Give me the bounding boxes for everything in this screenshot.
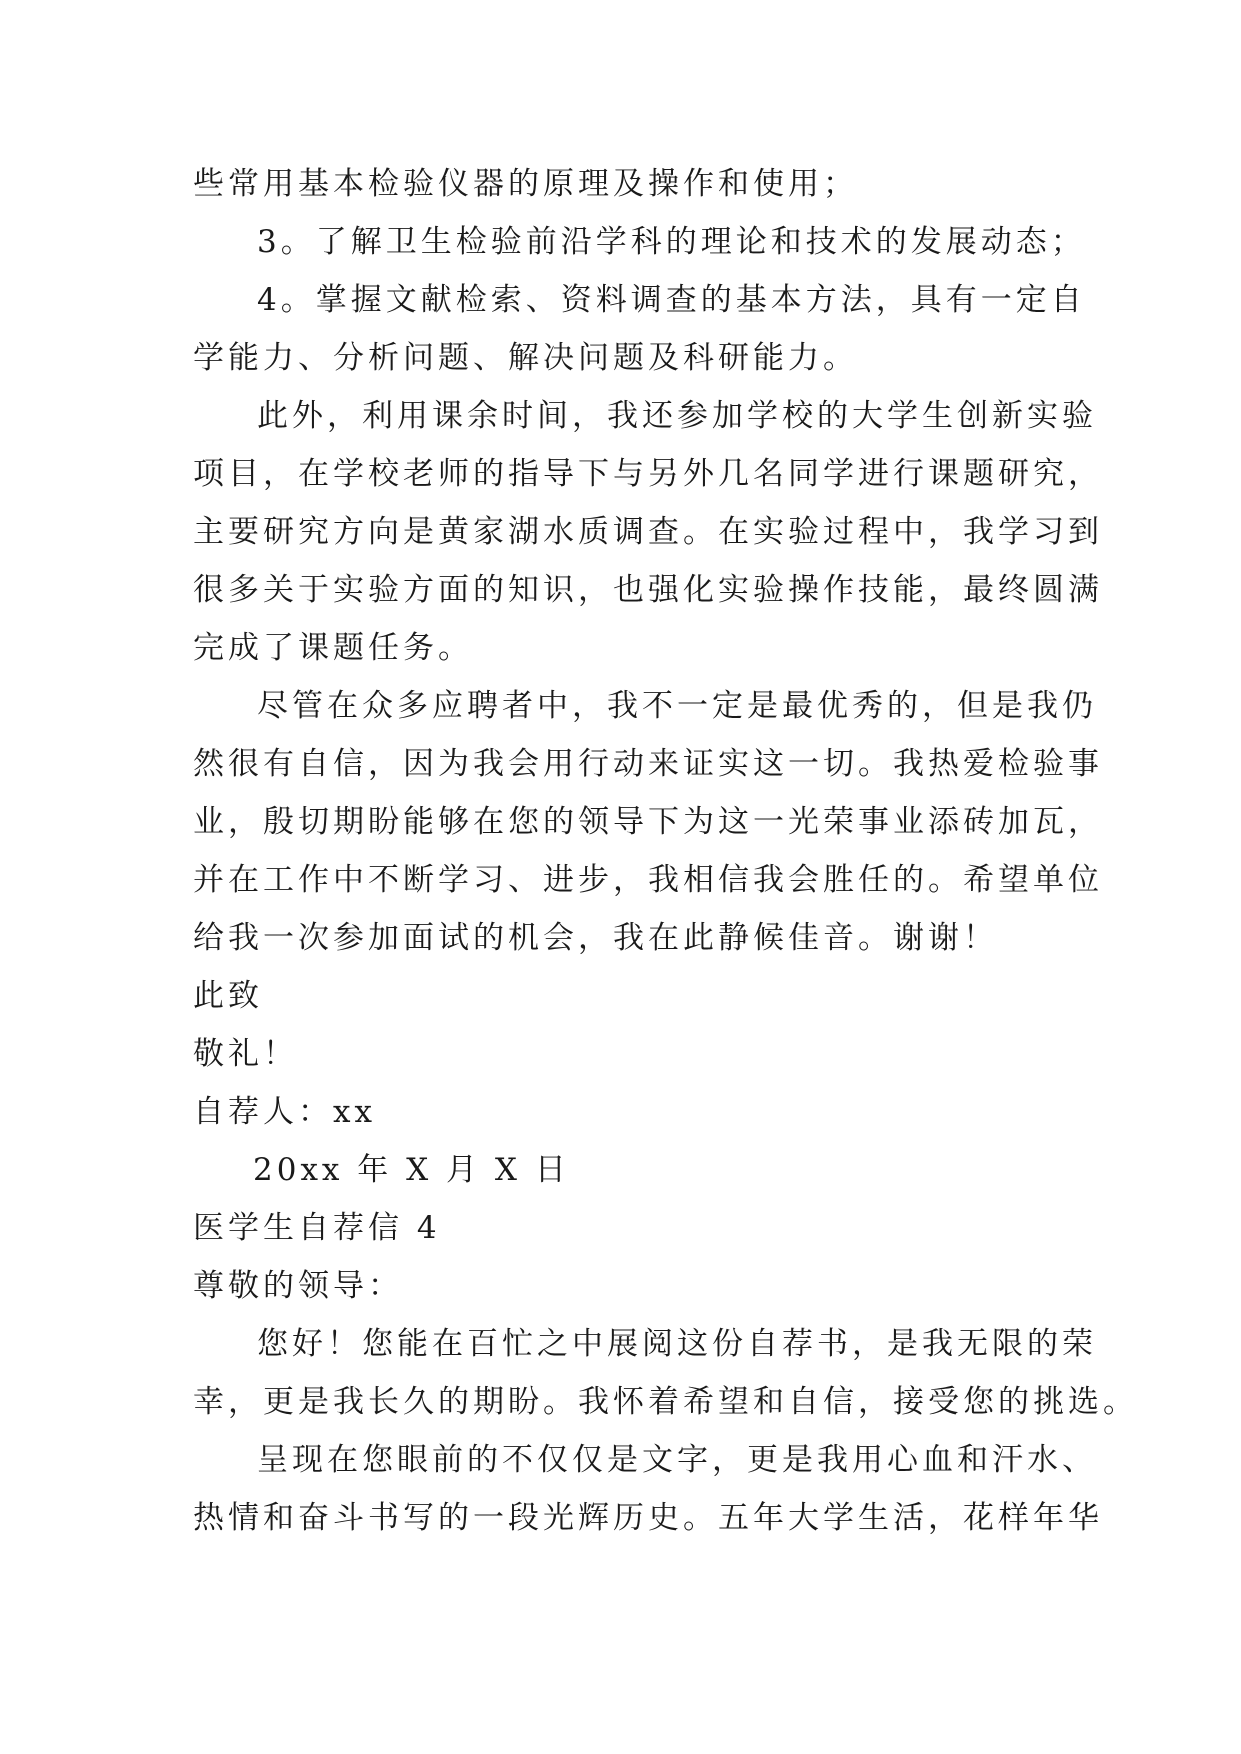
text-line: 幸，更是我长久的期盼。我怀着希望和自信，接受您的挑选。: [193, 1384, 1138, 1420]
text-line: 很多关于实验方面的知识，也强化实验操作技能，最终圆满: [193, 572, 1103, 608]
text-line: 学能力、分析问题、解决问题及科研能力。: [193, 340, 858, 376]
list-item-3: 3。了解卫生检验前沿学科的理论和技术的发展动态；: [257, 224, 1086, 260]
list-item-4: 4。掌握文献检索、资料调查的基本方法，具有一定自: [257, 282, 1086, 318]
text-line: 给我一次参加面试的机会，我在此静候佳音。谢谢！: [193, 920, 998, 956]
paragraph-start: 此外，利用课余时间，我还参加学校的大学生创新实验: [257, 398, 1097, 434]
text-line: 主要研究方向是黄家湖水质调查。在实验过程中，我学习到: [193, 514, 1103, 550]
closing-regards: 敬礼！: [193, 1036, 298, 1072]
letter-body: [193, 155, 1138, 1547]
paragraph-start: 呈现在您眼前的不仅仅是文字，更是我用心血和汗水、: [257, 1442, 1097, 1478]
paragraph-start: 尽管在众多应聘者中，我不一定是最优秀的，但是我仍: [257, 688, 1097, 724]
section-title: 医学生自荐信 4: [193, 1210, 441, 1246]
text-line: 项目，在学校老师的指导下与另外几名同学进行课题研究，: [193, 456, 1103, 492]
text-line: 并在工作中不断学习、进步，我相信我会胜任的。希望单位: [193, 862, 1103, 898]
date-line: 20xx 年 X 月 X 日: [253, 1152, 570, 1188]
text-line: 热情和奋斗书写的一段光辉历史。五年大学生活，花样年华: [193, 1500, 1103, 1536]
paragraph-start: 您好！您能在百忙之中展阅这份自荐书，是我无限的荣: [257, 1326, 1097, 1362]
text-line: 些常用基本检验仪器的原理及操作和使用；: [193, 166, 858, 202]
text-line: 完成了课题任务。: [193, 630, 473, 666]
greeting: 尊敬的领导：: [193, 1268, 403, 1304]
text-line: 然很有自信，因为我会用行动来证实这一切。我热爱检验事: [193, 746, 1103, 782]
text-line: 业，殷切期盼能够在您的领导下为这一光荣事业添砖加瓦，: [193, 804, 1103, 840]
signature-line: 自荐人：xx: [193, 1094, 376, 1130]
closing-salutation: 此致: [193, 978, 263, 1014]
